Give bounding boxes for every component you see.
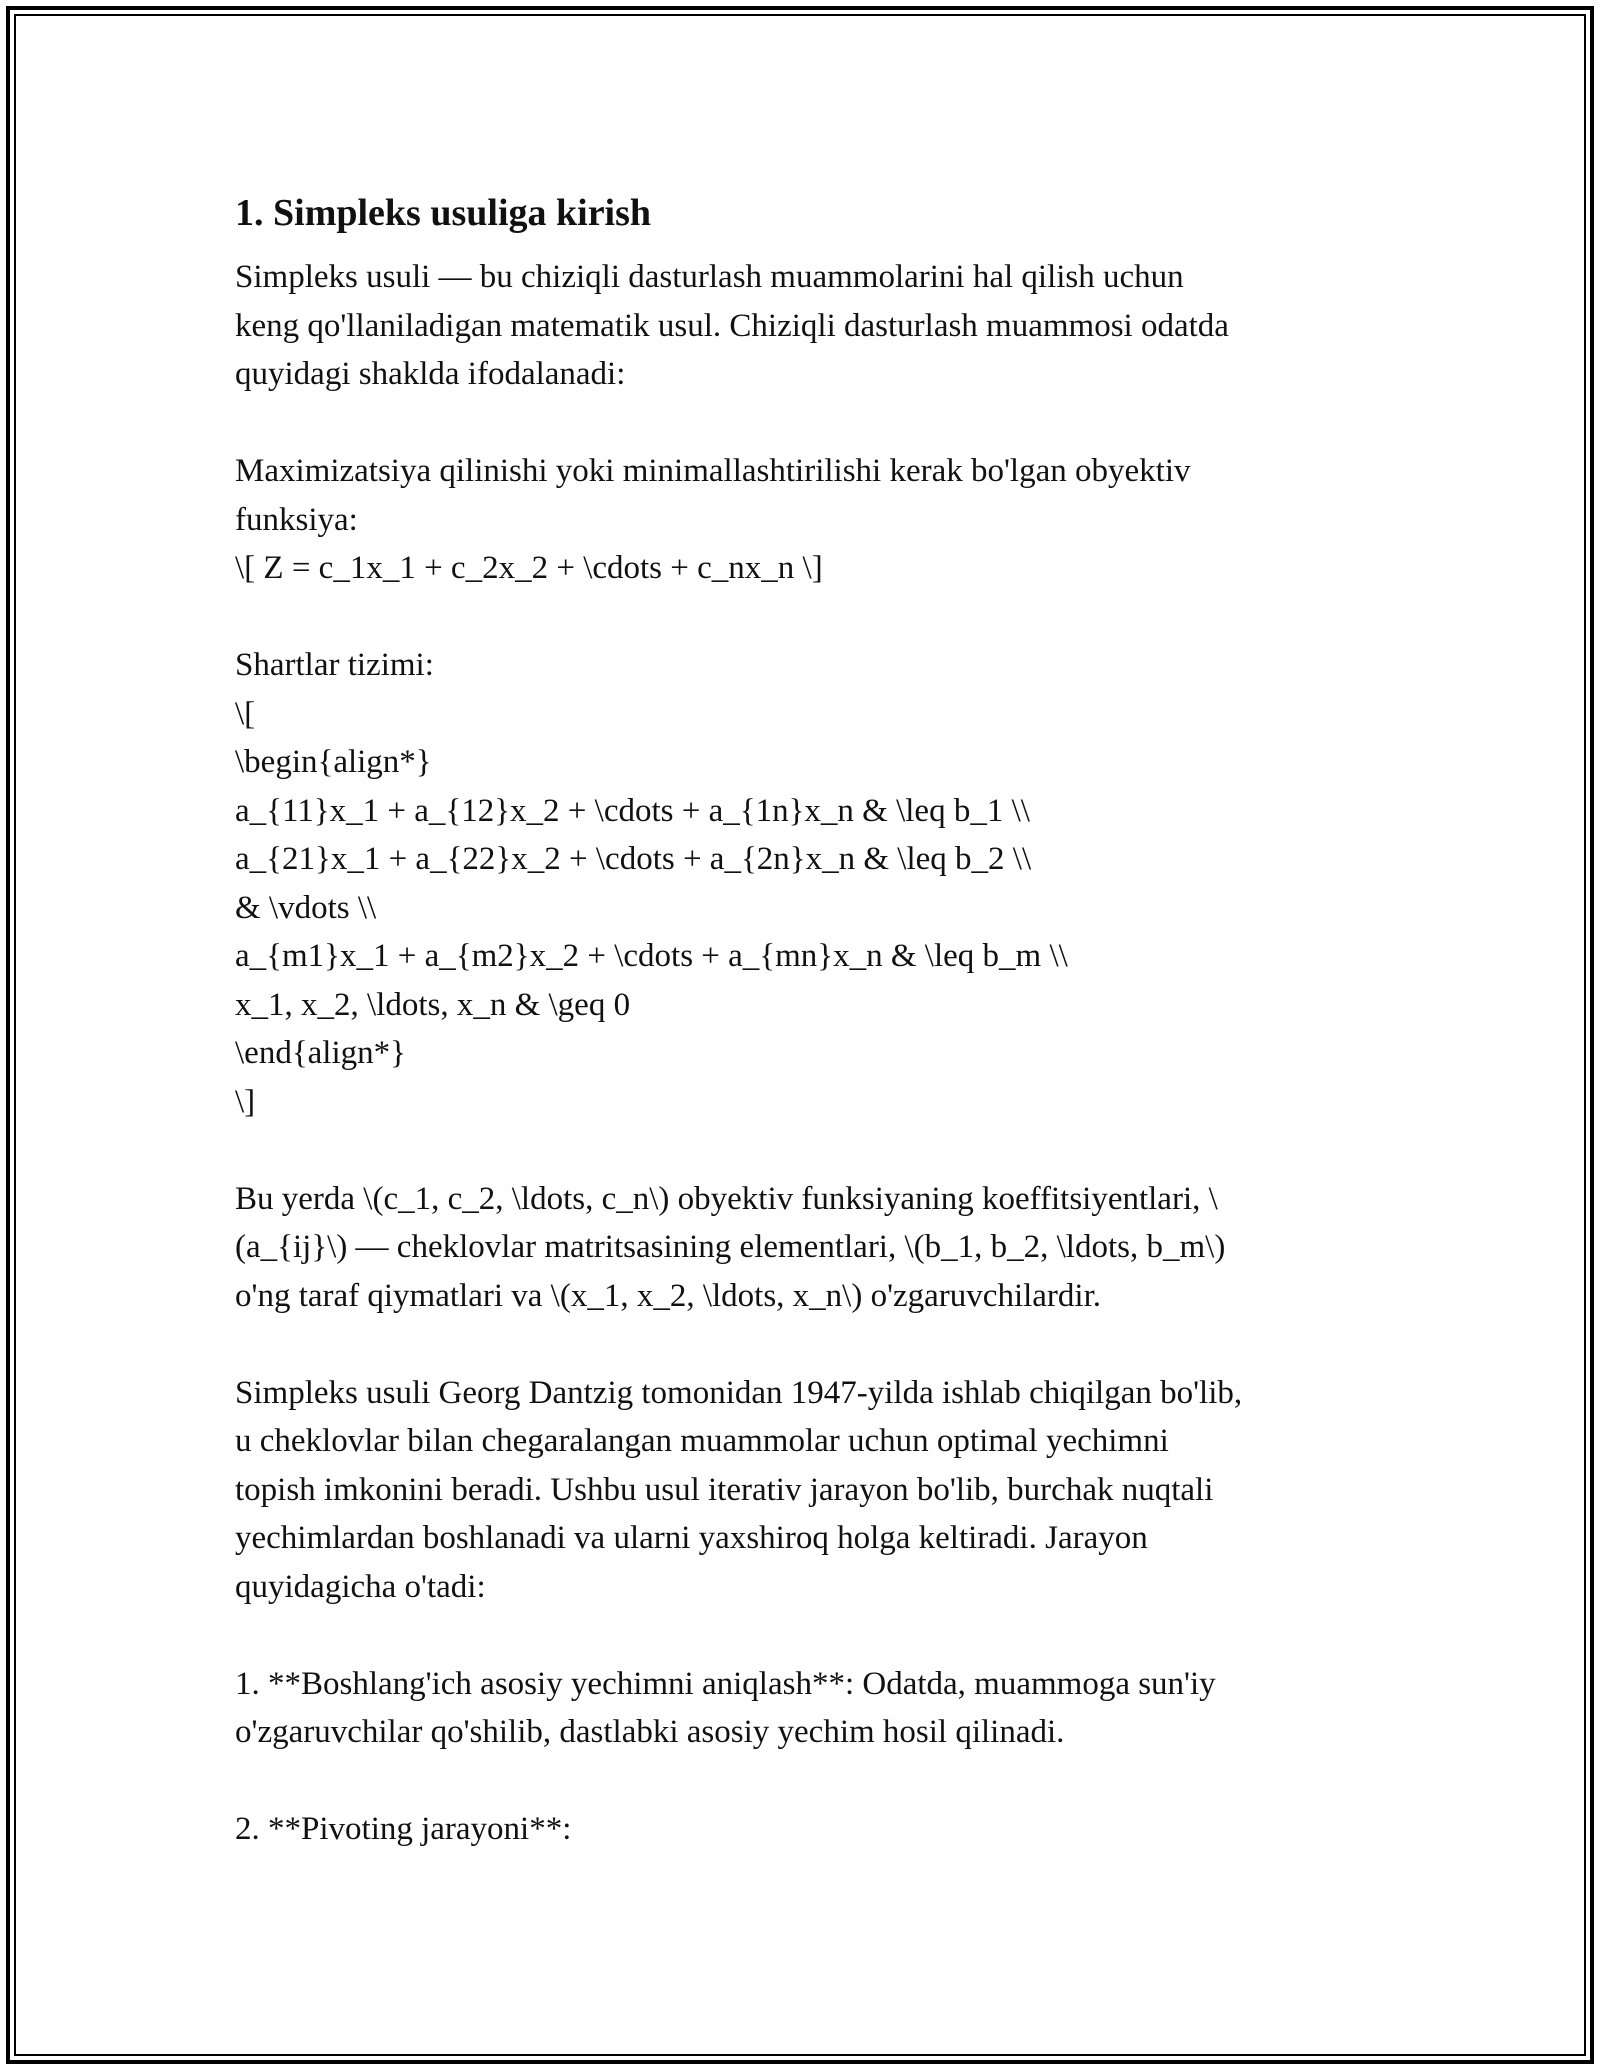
step-1-paragraph [235,1660,1375,1757]
text-line: (a_{ij}\) — cheklovlar matritsasining elementlari, \(b_1, b_2, \ldots, b_m\) [235,1229,1226,1265]
text-line: Simpleks usuli — bu chiziqli dasturlash muammolarini hal qilish uchun [235,259,1184,295]
text-line: Simpleks usuli Georg Dantzig tomonidan 1947-yilda ishlab chiqilgan bo'lib, [235,1374,1243,1411]
formula-line: a_{11}x_1 + a_{12}x_2 + \cdots + a_{1n}x_n & \leq b_1 \\ [235,792,1030,829]
formula-line: \[ [235,695,256,732]
formula-line: \begin{align*} [235,744,432,780]
formula-line: \] [235,1083,256,1120]
text-line: o'ng taraf qiymatlari va \(x_1, x_2, \ldots, x_n\) o'zgaruvchilardir. [235,1277,1102,1314]
definitions-paragraph [235,1175,1375,1321]
intro-paragraph [235,253,1375,399]
paragraph-spacer [235,1611,1375,1660]
formula-line: x_1, x_2, \ldots, x_n & \geq 0 [235,986,631,1023]
text-line: Bu yerda \(c_1, c_2, \ldots, c_n\) obyektiv funksiyaning koeffitsiyentlari, \ [235,1180,1218,1217]
text-line: quyidagicha o'tadi: [235,1568,486,1605]
text-line: funksiya: [235,501,358,538]
text-line: Maximizatsiya qilinishi yoki minimallashtirilishi kerak bo'lgan obyektiv [235,453,1191,489]
text-line: u cheklovlar bilan chegaralangan muammolar uchun optimal yechimni [235,1423,1169,1459]
objective-paragraph [235,447,1375,593]
text-line: 1. **Boshlang'ich asosiy yechimni aniqlash**: Odatda, muammoga sun'iy [235,1665,1216,1702]
formula-line: \end{align*} [235,1035,406,1071]
text-line: yechimlardan boshlanadi va ularni yaxshiroq holga keltiradi. Jarayon [235,1520,1148,1556]
paragraph-spacer [235,1757,1375,1806]
formula-line: & \vdots \\ [235,889,377,926]
paragraph-spacer [235,399,1375,448]
step-2-paragraph [235,1805,1375,1854]
constraints-paragraph [235,641,1375,1126]
paragraph-spacer [235,593,1375,642]
document-body [235,185,1375,1854]
text-line: quyidagi shaklda ifodalanadi: [235,356,626,392]
text-line: 2. **Pivoting jarayoni**: [235,1811,572,1847]
formula-line: \[ Z = c_1x_1 + c_2x_2 + \cdots + c_nx_n \] [235,550,823,586]
formula-line: a_{21}x_1 + a_{22}x_2 + \cdots + a_{2n}x_n & \leq b_2 \\ [235,841,1032,877]
paragraph-spacer [235,1320,1375,1369]
text-line: keng qo'llaniladigan matematik usul. Chiziqli dasturlash muammosi odatda [235,307,1229,344]
text-line: Shartlar tizimi: [235,647,434,683]
paragraph-spacer [235,1126,1375,1175]
text-line: o'zgaruvchilar qo'shilib, dastlabki asosiy yechim hosil qilinadi. [235,1714,1065,1750]
formula-line: a_{m1}x_1 + a_{m2}x_2 + \cdots + a_{mn}x_n & \leq b_m \\ [235,938,1068,974]
history-paragraph [235,1369,1375,1612]
text-line: topish imkonini beradi. Ushbu usul iterativ jarayon bo'lib, burchak nuqtali [235,1471,1214,1508]
section-heading: 1. Simpleks usuliga kirish [235,192,652,234]
